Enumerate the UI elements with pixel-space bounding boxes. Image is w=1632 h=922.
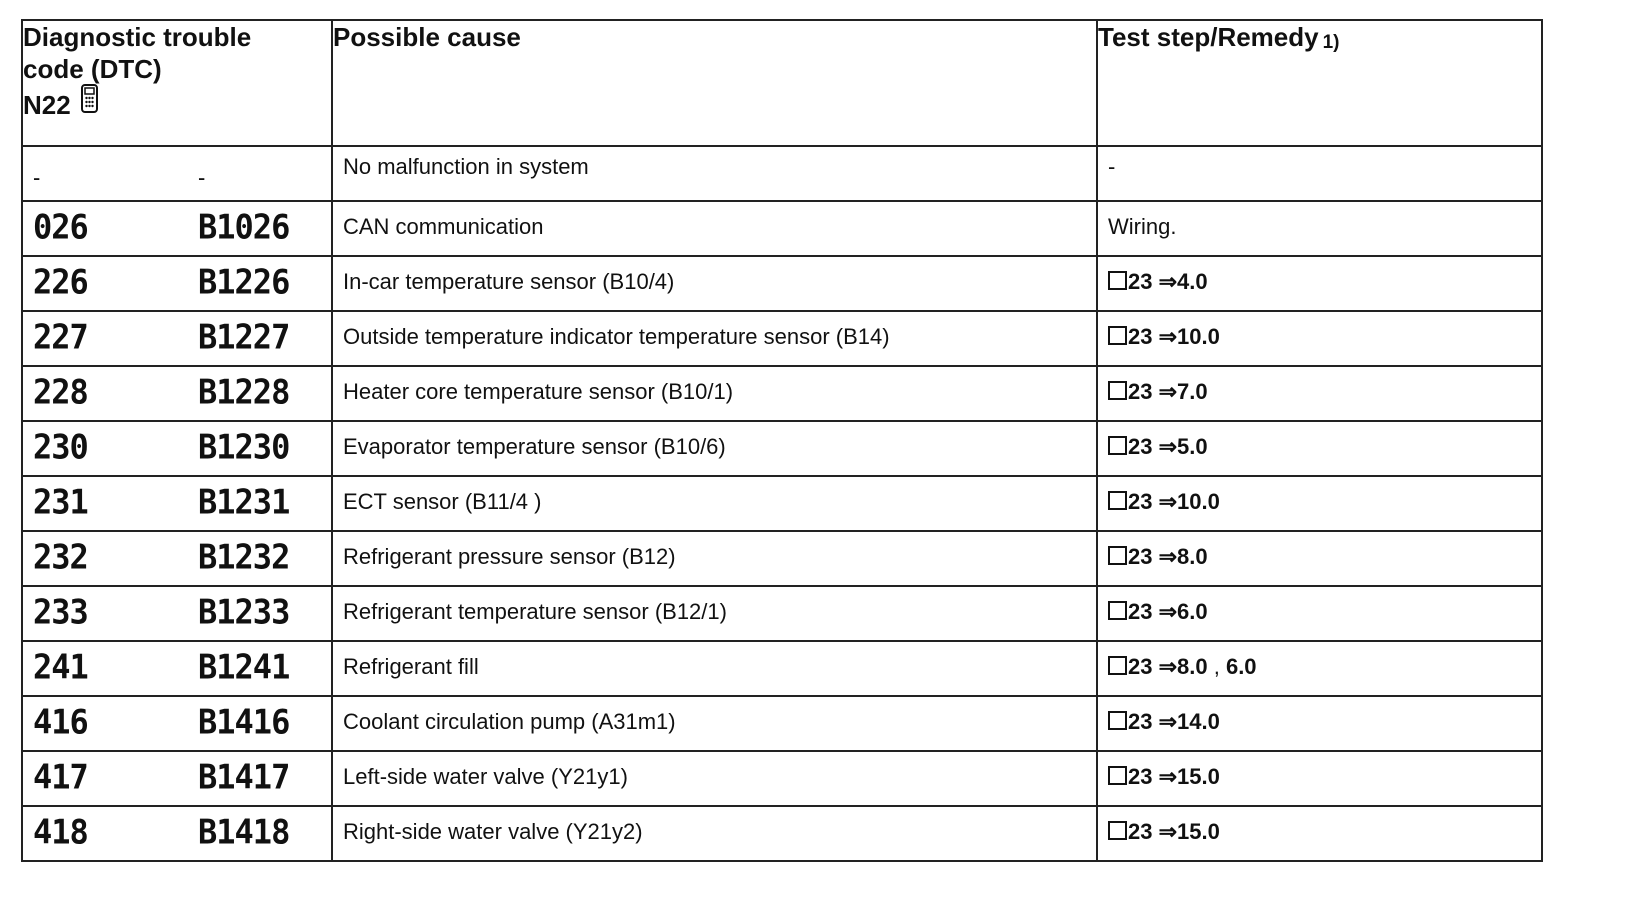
remedy-text xyxy=(1098,257,1541,293)
checkbox-square-icon xyxy=(1108,821,1127,840)
dtc-long-code: B1226 xyxy=(198,262,290,302)
remedy-cell xyxy=(1097,641,1542,696)
table-row xyxy=(22,696,1542,751)
dtc-short-code: 233 xyxy=(33,592,88,632)
table-row xyxy=(22,311,1542,366)
remedy-reference: 23 ⇒7.0 xyxy=(1128,379,1208,404)
remedy-reference: 23 ⇒8.0 xyxy=(1128,654,1208,679)
remedy-text xyxy=(1098,807,1541,843)
table-row xyxy=(22,531,1542,586)
cause-cell xyxy=(332,531,1097,586)
dtc-short-code: 417 xyxy=(33,757,88,797)
header-test-step-note: 1) xyxy=(1322,32,1340,53)
remedy-reference: 23 ⇒15.0 xyxy=(1128,764,1220,789)
table-body xyxy=(22,146,1542,861)
possible-cause-text: No malfunction in system xyxy=(343,154,589,179)
remedy-cell xyxy=(1097,311,1542,366)
checkbox-square-icon xyxy=(1108,656,1127,675)
checkbox-square-icon xyxy=(1108,601,1127,620)
dtc-long-code: B1241 xyxy=(198,647,290,687)
dtc-cell xyxy=(22,531,332,586)
remedy-text xyxy=(1098,312,1541,348)
dtc-cell xyxy=(22,201,332,256)
dtc-long-code: B1227 xyxy=(198,317,290,357)
possible-cause-text: Refrigerant pressure sensor (B12) xyxy=(343,544,676,569)
header-dtc-line2: code (DTC) xyxy=(23,54,162,84)
remedy-text xyxy=(1098,532,1541,568)
remedy-reference-extra: 6.0 xyxy=(1225,654,1257,679)
cause-cell xyxy=(332,201,1097,256)
dtc-cell xyxy=(22,256,332,311)
table-row xyxy=(22,256,1542,311)
dtc-cell xyxy=(22,146,332,201)
remedy-cell xyxy=(1097,201,1542,256)
possible-cause-text: Heater core temperature sensor (B10/1) xyxy=(343,379,734,404)
dtc-short-code: 231 xyxy=(33,482,88,522)
header-dtc xyxy=(22,20,332,146)
remedy-cell xyxy=(1097,476,1542,531)
table-header-row xyxy=(22,20,1542,146)
dtc-long-code: B1232 xyxy=(198,537,290,577)
remedy-cell xyxy=(1097,586,1542,641)
checkbox-square-icon xyxy=(1108,326,1127,345)
dtc-short-code: 227 xyxy=(33,317,88,357)
dtc-cell xyxy=(22,696,332,751)
remedy-text xyxy=(1098,752,1541,788)
remedy-reference: 23 ⇒14.0 xyxy=(1128,709,1220,734)
remedy-text xyxy=(1098,147,1541,178)
dtc-table xyxy=(21,19,1543,862)
table-row xyxy=(22,201,1542,256)
remedy-reference: 23 ⇒15.0 xyxy=(1128,819,1220,844)
table-row xyxy=(22,146,1542,201)
cause-cell xyxy=(332,806,1097,861)
remedy-text xyxy=(1098,477,1541,513)
checkbox-square-icon xyxy=(1108,711,1127,730)
checkbox-square-icon xyxy=(1108,271,1127,290)
checkbox-square-icon xyxy=(1108,546,1127,565)
remedy-reference: 23 ⇒5.0 xyxy=(1128,434,1208,459)
dtc-long-code: B1417 xyxy=(198,757,290,797)
table-row xyxy=(22,586,1542,641)
remedy-reference: 23 ⇒8.0 xyxy=(1128,544,1208,569)
remedy-reference: 23 ⇒10.0 xyxy=(1128,489,1220,514)
possible-cause-text: In-car temperature sensor (B10/4) xyxy=(343,269,675,294)
possible-cause-text: CAN communication xyxy=(343,214,544,239)
table-row xyxy=(22,806,1542,861)
remedy-reference: 23 ⇒4.0 xyxy=(1128,269,1208,294)
possible-cause-text: Evaporator temperature sensor (B10/6) xyxy=(343,434,726,459)
table-row xyxy=(22,366,1542,421)
remedy-cell xyxy=(1097,751,1542,806)
dtc-cell xyxy=(22,366,332,421)
remedy-text xyxy=(1098,587,1541,623)
possible-cause-text: Coolant circulation pump (A31m1) xyxy=(343,709,676,734)
dtc-long-code: B1416 xyxy=(198,702,290,742)
dtc-short-code: 026 xyxy=(33,207,88,247)
remedy-text xyxy=(1098,422,1541,458)
header-possible-cause: Possible cause xyxy=(332,20,1097,146)
remedy-reference: 23 ⇒6.0 xyxy=(1128,599,1208,624)
checkbox-square-icon xyxy=(1108,491,1127,510)
dtc-cell xyxy=(22,586,332,641)
dtc-long-code: - xyxy=(198,164,205,191)
cause-cell xyxy=(332,256,1097,311)
dtc-short-code: 226 xyxy=(33,262,88,302)
cause-cell xyxy=(332,476,1097,531)
cause-cell xyxy=(332,586,1097,641)
cause-cell xyxy=(332,751,1097,806)
possible-cause-text: Outside temperature indicator temperature sensor (B14) xyxy=(343,324,890,349)
cause-cell xyxy=(332,421,1097,476)
dtc-cell xyxy=(22,311,332,366)
dtc-long-code: B1233 xyxy=(198,592,290,632)
remedy-reference: 23 ⇒10.0 xyxy=(1128,324,1220,349)
dtc-cell xyxy=(22,641,332,696)
dtc-short-code: 230 xyxy=(33,427,88,467)
remedy-plain-text: Wiring. xyxy=(1108,214,1177,239)
remedy-cell xyxy=(1097,146,1542,201)
dtc-long-code: B1418 xyxy=(198,812,290,852)
cause-cell xyxy=(332,696,1097,751)
dtc-long-code: B1228 xyxy=(198,372,290,412)
remedy-text xyxy=(1098,202,1541,238)
header-test-step-label: Test step/Remedy xyxy=(1098,22,1319,52)
cause-cell xyxy=(332,366,1097,421)
possible-cause-text: Refrigerant temperature sensor (B12/1) xyxy=(343,599,727,624)
dtc-short-code: 416 xyxy=(33,702,88,742)
dtc-short-code: 418 xyxy=(33,812,88,852)
cause-cell xyxy=(332,311,1097,366)
cause-cell xyxy=(332,146,1097,201)
dtc-long-code: B1231 xyxy=(198,482,290,522)
table-row xyxy=(22,641,1542,696)
remedy-cell xyxy=(1097,531,1542,586)
dtc-cell xyxy=(22,421,332,476)
header-dtc-n22 xyxy=(23,89,331,121)
remedy-separator: , xyxy=(1207,654,1226,679)
header-dtc-line3: N22 xyxy=(23,90,71,120)
possible-cause-text: Refrigerant fill xyxy=(343,654,479,679)
dtc-short-code: - xyxy=(33,164,40,191)
dtc-cell xyxy=(22,751,332,806)
cause-cell xyxy=(332,641,1097,696)
remedy-plain-text: - xyxy=(1108,154,1116,179)
possible-cause-text: ECT sensor (B11/4 ) xyxy=(343,489,542,514)
checkbox-square-icon xyxy=(1108,381,1127,400)
table-row xyxy=(22,476,1542,531)
remedy-cell xyxy=(1097,421,1542,476)
dtc-cell xyxy=(22,476,332,531)
dtc-short-code: 228 xyxy=(33,372,88,412)
dtc-cell xyxy=(22,806,332,861)
header-test-step xyxy=(1097,20,1542,146)
dtc-long-code: B1026 xyxy=(198,207,290,247)
table-row xyxy=(22,421,1542,476)
remedy-text xyxy=(1098,642,1541,678)
dtc-short-code: 232 xyxy=(33,537,88,577)
header-dtc-line1: Diagnostic trouble xyxy=(23,22,252,52)
checkbox-square-icon xyxy=(1108,766,1127,785)
dtc-short-code: 241 xyxy=(33,647,88,687)
remedy-cell xyxy=(1097,696,1542,751)
checkbox-square-icon xyxy=(1108,436,1127,455)
remedy-cell xyxy=(1097,366,1542,421)
handheld-tester-icon xyxy=(79,84,101,114)
remedy-text xyxy=(1098,367,1541,403)
possible-cause-text: Right-side water valve (Y21y2) xyxy=(343,819,643,844)
table-row xyxy=(22,751,1542,806)
remedy-cell xyxy=(1097,806,1542,861)
dtc-long-code: B1230 xyxy=(198,427,290,467)
remedy-text xyxy=(1098,697,1541,733)
remedy-cell xyxy=(1097,256,1542,311)
possible-cause-text: Left-side water valve (Y21y1) xyxy=(343,764,628,789)
